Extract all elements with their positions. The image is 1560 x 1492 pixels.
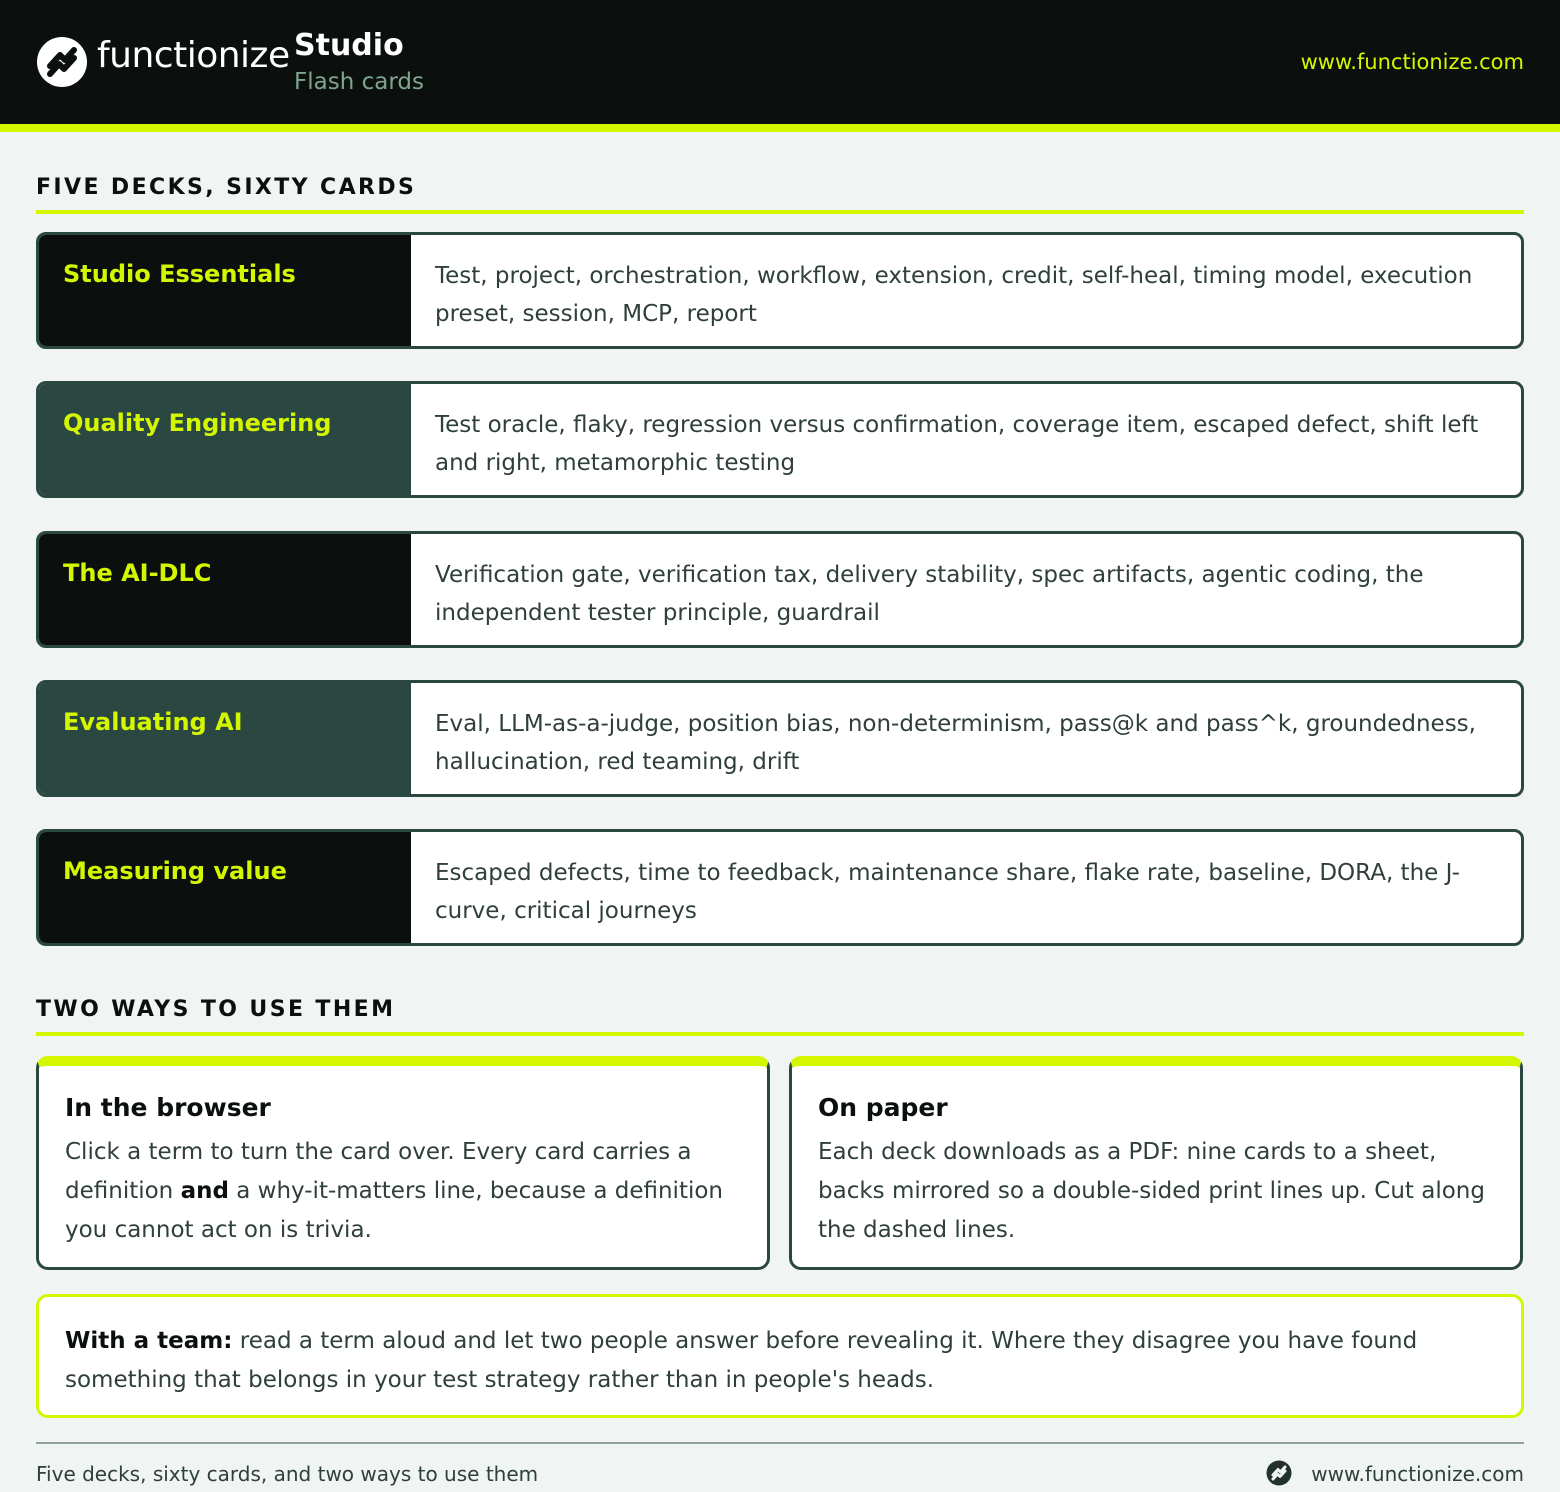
- paper-card-title: On paper: [818, 1093, 948, 1122]
- deck-terms: Test oracle, flaky, regression versus confirmation, coverage item, escaped defect, shift left and right, metamorphic testing: [435, 412, 1479, 476]
- deck-row: [36, 381, 1524, 498]
- deck-name: Measuring value: [63, 857, 287, 885]
- footer-website-link[interactable]: www.functionize.com: [1311, 1462, 1524, 1486]
- app-title: Studio: [294, 28, 404, 63]
- header-accent-rule: [0, 124, 1560, 132]
- browser-card-text: Click a term to turn the card over. Every card carries a definition and a why-it-matters line, because a definition you cannot act on is trivia.: [65, 1138, 723, 1243]
- decks-section-rule: [36, 210, 1524, 214]
- team-tip-text: read a term aloud and let two people answer before revealing it. Where they disagree you have found something that belongs in your test strategy rather than in people's heads.: [65, 1328, 1418, 1393]
- deck-name-cell: [39, 534, 411, 645]
- browser-card: [36, 1056, 770, 1270]
- deck-row: [36, 680, 1524, 797]
- deck-row: [36, 232, 1524, 349]
- ways-section-title: TWO WAYS TO USE THEM: [36, 997, 396, 1022]
- ways-section-rule: [36, 1032, 1524, 1036]
- functionize-logo-icon: [1266, 1460, 1292, 1486]
- team-tip-label: With a team:: [65, 1328, 233, 1354]
- brand-name: functionize: [97, 35, 290, 76]
- decks-section-title: FIVE DECKS, SIXTY CARDS: [36, 175, 417, 200]
- deck-terms: Escaped defects, time to feedback, maintenance share, flake rate, baseline, DORA, the J-curve, critical journeys: [435, 860, 1460, 924]
- deck-row: [36, 829, 1524, 946]
- deck-name: The AI-DLC: [63, 559, 212, 587]
- deck-name: Studio Essentials: [63, 260, 296, 288]
- app-subtitle: Flash cards: [294, 69, 424, 95]
- deck-name-cell: [39, 235, 411, 346]
- footer-rule: [36, 1442, 1524, 1444]
- deck-name: Quality Engineering: [63, 409, 332, 437]
- browser-card-title: In the browser: [65, 1093, 271, 1122]
- deck-name-cell: [39, 832, 411, 943]
- page-header: [0, 0, 1560, 124]
- functionize-logo-icon: [36, 36, 88, 88]
- deck-terms: Verification gate, verification tax, delivery stability, spec artifacts, agentic coding, the independent tester principle, guardrail: [435, 562, 1424, 626]
- deck-name-cell: [39, 384, 411, 495]
- footer-caption: Five decks, sixty cards, and two ways to use them: [36, 1462, 539, 1486]
- deck-terms: Eval, LLM-as-a-judge, position bias, non-determinism, pass@k and pass^k, groundedness, hallucination, red teaming, drift: [435, 711, 1476, 775]
- header-website-link[interactable]: www.functionize.com: [1300, 50, 1524, 74]
- deck-name: Evaluating AI: [63, 708, 243, 736]
- deck-name-cell: [39, 683, 411, 794]
- team-tip-box: [36, 1294, 1524, 1418]
- paper-card-text: Each deck downloads as a PDF: nine cards to a sheet, backs mirrored so a double-sided print lines up. Cut along the dashed lines.: [818, 1138, 1485, 1243]
- deck-row: [36, 531, 1524, 648]
- deck-terms: Test, project, orchestration, workflow, extension, credit, self-heal, timing model, execution preset, session, MCP, report: [435, 263, 1473, 327]
- paper-card: [789, 1056, 1523, 1270]
